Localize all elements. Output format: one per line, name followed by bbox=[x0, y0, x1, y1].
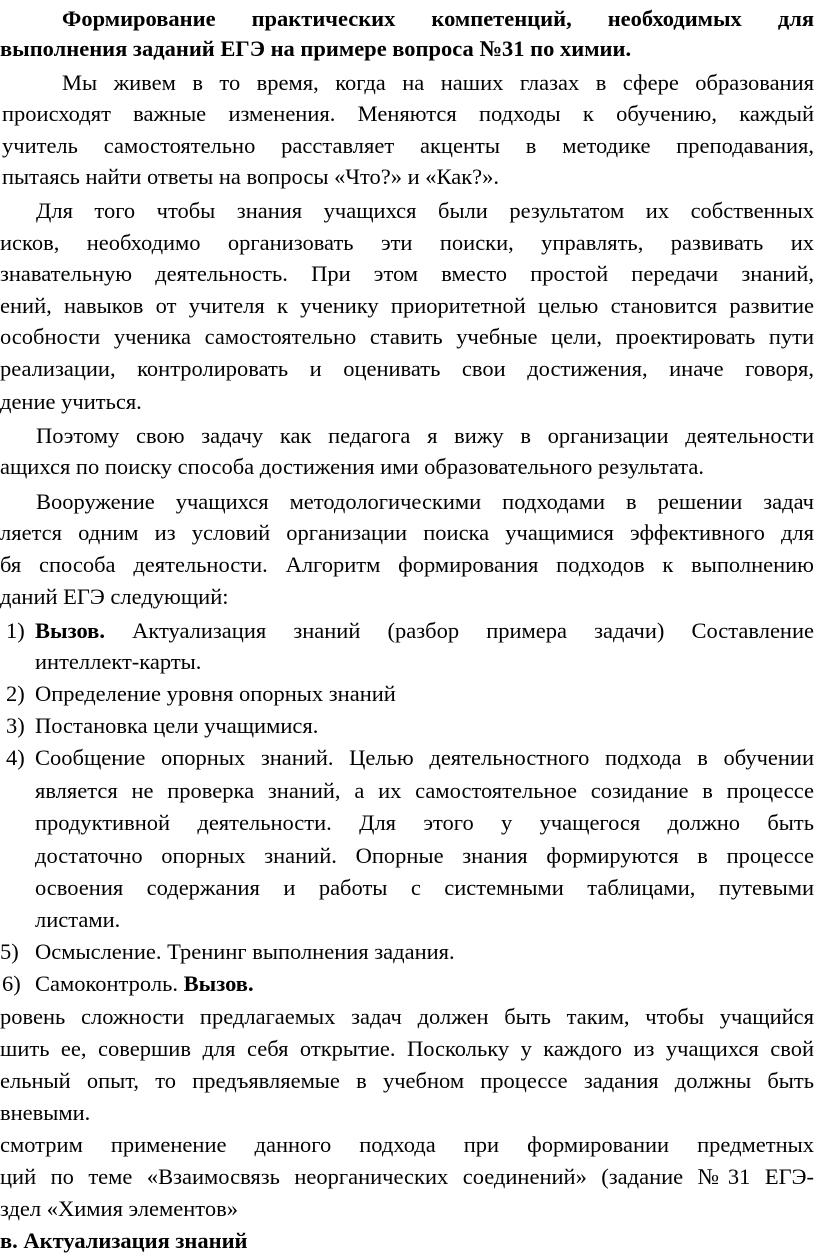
list-item-3-number: 3) bbox=[6, 713, 25, 738]
paragraph-4-line-3: бя способа деятельности. Алгоритм формирования подходов к выполнению bbox=[0, 552, 814, 577]
list-item-4-number: 4) bbox=[6, 745, 25, 770]
list-item-2-line-1: Определение уровня опорных знаний bbox=[35, 681, 396, 706]
list-item-5-line-1: Осмысление. Тренинг выполнения задания. bbox=[35, 939, 455, 964]
paragraph-2-line-7: дение учиться. bbox=[0, 389, 142, 414]
paragraph-2-line-1: Для того чтобы знания учащихся были результатом их собственных bbox=[36, 198, 814, 223]
paragraph-2-line-6: реализации, контролировать и оценивать свои достижения, иначе говоря, bbox=[0, 356, 814, 381]
list-item-2-number: 2) bbox=[6, 681, 25, 706]
list-item-1-bold: Вызов. bbox=[35, 618, 105, 643]
title-line-1: Формирование практических компетенций, необходимых для bbox=[62, 6, 814, 31]
closing-1-line-3: ельный опыт, то предъявляемые в учебном процессе задания должны быть bbox=[0, 1068, 814, 1093]
list-item-1-line-1 bbox=[35, 616, 814, 646]
list-item-6-text: Самоконтроль. bbox=[35, 971, 184, 996]
list-item-1-text: Актуализация знаний (разбор примера задачи) Составление bbox=[104, 618, 814, 643]
list-item-4-line-6: листами. bbox=[35, 907, 121, 932]
list-item-4-line-5: освоения содержания и работы с системными таблицами, путевыми bbox=[35, 875, 814, 900]
paragraph-1-line-3: учитель самостоятельно расставляет акценты в методике преподавания, bbox=[2, 133, 814, 158]
list-item-4-line-3: продуктивной деятельности. Для этого у учащегося должно быть bbox=[35, 810, 814, 835]
paragraph-3-line-2: ащихся по поиску способа достижения ими образовательного результата. bbox=[0, 454, 704, 479]
paragraph-1-line-2: происходят важные изменения. Меняются подходы к обучению, каждый bbox=[2, 101, 814, 126]
paragraph-3-line-1: Поэтому свою задачу как педагога я вижу в организации деятельности bbox=[36, 423, 814, 448]
title-line-2: выполнения заданий ЕГЭ на примере вопроса №31 по химии. bbox=[0, 36, 632, 61]
paragraph-2-line-4: ений, навыков от учителя к ученику приоритетной целью становится развитие bbox=[0, 293, 814, 318]
paragraph-4-line-4: даний ЕГЭ следующий: bbox=[0, 584, 229, 609]
paragraph-2-line-5: особности ученика самостоятельно ставить учебные цели, проектировать пути bbox=[0, 324, 814, 349]
list-item-3-line-1: Постановка цели учащимися. bbox=[35, 713, 319, 738]
list-item-4-line-1: Сообщение опорных знаний. Целью деятельностного подхода в обучении bbox=[35, 745, 814, 770]
closing-2-line-3: здел «Химия элементов» bbox=[0, 1196, 238, 1221]
list-item-6-number: 6) bbox=[2, 971, 21, 996]
list-item-6-bold: Вызов. bbox=[183, 971, 254, 996]
paragraph-1-line-1: Мы живем в то время, когда на наших глазах в сфере образования bbox=[62, 70, 814, 95]
paragraph-4-line-2: ляется одним из условий организации поиска учащимися эффективного для bbox=[0, 520, 814, 545]
list-item-4-line-4: достаточно опорных знаний. Опорные знания формируются в процессе bbox=[35, 843, 814, 868]
paragraph-1-line-4: пытаясь найти ответы на вопросы «Что?» и «Как?». bbox=[2, 164, 500, 189]
section-heading: в. Актуализация знаний bbox=[0, 1228, 248, 1253]
paragraph-2-line-3: знавательную деятельность. При этом вместо простой передачи знаний, bbox=[0, 261, 814, 286]
closing-2-line-1: смотрим применение данного подхода при формировании предметных bbox=[0, 1132, 814, 1157]
list-item-1-number: 1) bbox=[6, 618, 25, 643]
list-item-4-line-2: является не проверка знаний, а их самостоятельное созидание в процессе bbox=[35, 778, 814, 803]
paragraph-2-line-2: исков, необходимо организовать эти поиски, управлять, развивать их bbox=[0, 230, 814, 255]
closing-2-line-2: ций по теме «Взаимосвязь неорганических соединений» (задание №31 ЕГЭ- bbox=[0, 1164, 814, 1189]
closing-1-line-2: шить ее, совершив для себя открытие. Поскольку у каждого из учащихся свой bbox=[0, 1036, 814, 1061]
closing-1-line-1: ровень сложности предлагаемых задач должен быть таким, чтобы учащийся bbox=[0, 1004, 814, 1029]
paragraph-4-line-1: Вооружение учащихся методологическими подходами в решении задач bbox=[36, 489, 814, 514]
list-item-5-number: 5) bbox=[0, 939, 19, 964]
closing-1-line-4: вневыми. bbox=[0, 1100, 91, 1125]
list-item-1-line-2: интеллект-карты. bbox=[35, 649, 202, 674]
list-item-6-line-1 bbox=[35, 969, 254, 999]
